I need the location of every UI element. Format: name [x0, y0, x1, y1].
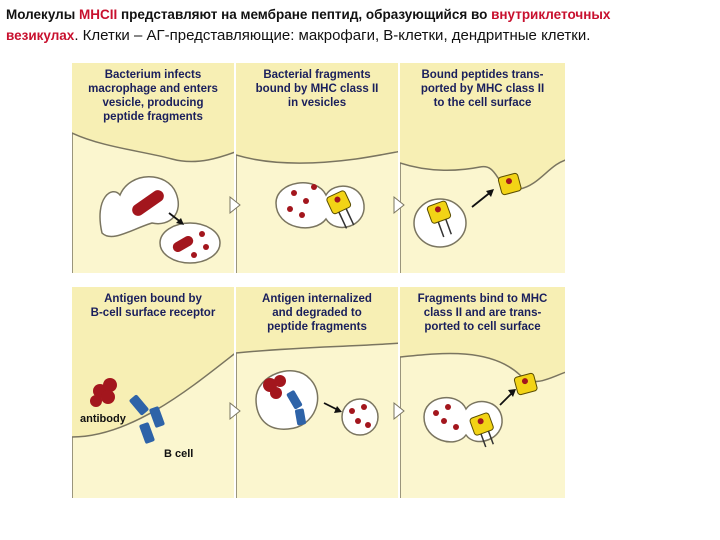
panel-caption: Bacterium infects macrophage and enters vesicle, producing peptide fragments	[88, 69, 218, 123]
panel-caption: Antigen internalized and degraded to peptide fragments	[262, 293, 372, 333]
header-seg: . Клетки – АГ-представляющие: макрофаги, В-клетки, дендритные клетки.	[74, 27, 591, 44]
panel-caption: Bacterial fragments bound by MHC class II in vesicles	[255, 69, 379, 109]
antibody-label: antibody	[80, 413, 126, 425]
step-arrow	[230, 403, 240, 419]
slide-header	[6, 4, 716, 46]
header-line-1	[6, 4, 716, 25]
mhc-pathway-figure	[70, 61, 567, 500]
header-seg: MHCII	[79, 7, 118, 22]
panel-caption: Bound peptides trans- ported by MHC class II to the cell surface	[420, 69, 545, 109]
step-connectors	[70, 61, 567, 500]
header-seg: Молекулы	[6, 7, 80, 22]
step-arrow	[394, 403, 404, 419]
panel-caption: Fragments bind to MHC class II and are trans- ported to cell surface	[417, 293, 548, 333]
header-seg: внутриклеточных	[491, 7, 611, 22]
step-arrow	[230, 197, 240, 213]
b-cell-label: B cell	[164, 448, 194, 460]
panel-caption: Antigen bound by B-cell surface receptor	[90, 293, 216, 319]
header-seg: везикулах	[6, 28, 75, 43]
header-seg: представляют на мембране пептид, образующийся во	[117, 7, 492, 22]
header-line-2	[6, 25, 716, 46]
step-arrow	[394, 197, 404, 213]
